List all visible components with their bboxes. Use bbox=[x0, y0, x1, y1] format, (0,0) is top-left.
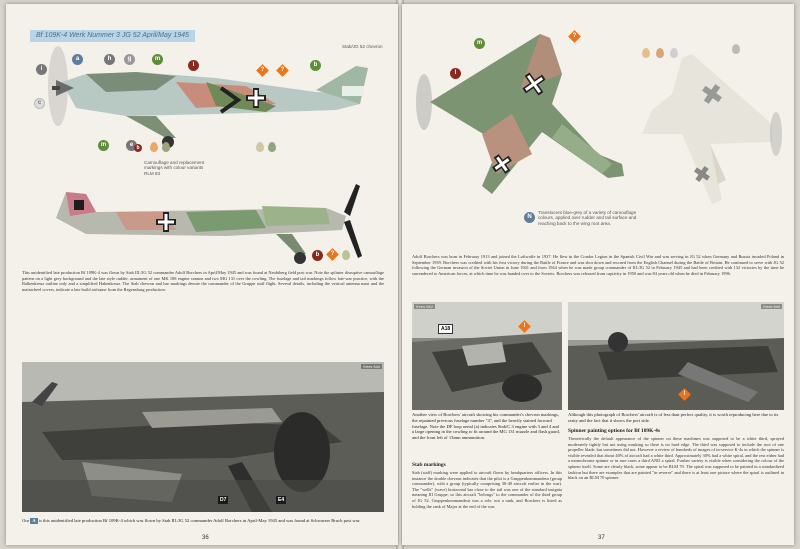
photo-credit: Kees Mol bbox=[763, 304, 780, 309]
stab-markings-body: Stab (staff) marking were applied to aircraft flown by headquarters officers. In this instance the double chevron indicates that the pilot is a Gruppenkommandeur (group commander), with a group (typically comprising 30-40 aircraft earlier in the war). The "wells" (wave) horizontal bar close to the tail was one of the standard insignia meaning III Gruppe, so this aircraft "belongs" to the commander of the third group of JG 52. Gruppenkommandeur was a role, not a rank, and Borchers is listed as holding the rank of Major at the end of the war. bbox=[412, 470, 562, 509]
camouflage-callout: Camouflage and replacement markings with colour variants RLM 83 bbox=[144, 160, 205, 176]
page-number-right: 37 bbox=[598, 535, 605, 541]
page-number-left: 36 bbox=[202, 535, 209, 541]
left-page bbox=[6, 4, 398, 545]
colour-badge: g bbox=[124, 54, 135, 65]
photo-tag: D7 bbox=[220, 497, 227, 503]
warning-marker: ? bbox=[276, 64, 289, 77]
caption-text: is this unidentified late production Bf 109K-4 which was flown by Stab III./JG 52 commander Adolf Borchers in April-May 1945 and was found at Schwarzer Bruch post war. bbox=[38, 518, 361, 523]
colour-badge: b bbox=[310, 60, 321, 71]
colour-drop-icon bbox=[150, 142, 158, 152]
colour-badge: l bbox=[188, 60, 199, 71]
colour-badge: e bbox=[126, 140, 137, 151]
warning-marker: ? bbox=[568, 30, 581, 43]
colour-badge: b bbox=[134, 144, 142, 152]
colour-badge: i bbox=[36, 64, 47, 75]
colour-badge: m bbox=[98, 140, 109, 151]
colour-badge: c bbox=[34, 98, 45, 109]
colour-drop-icon bbox=[670, 48, 678, 58]
cockpit-photo-image bbox=[412, 302, 562, 410]
caption-prefix: Our bbox=[22, 518, 30, 523]
colour-drop-icon bbox=[732, 44, 740, 54]
colour-badge: b bbox=[312, 250, 323, 261]
photo-credit: Kees Mol bbox=[416, 304, 433, 309]
spinner-body: Theoretically the default appearance of the spinner on these machines was supposed to be a white third, sprayed moderately tightly but not using masking so there is no hard edge. The third was supposed to include the root of one propeller blade, but sometimes did not. However a review of hundreds of images of in-service K-4s in which the spinner is visible revealed that about 40% of aircraft had a white third. Approximately 30% had a white spiral, and the rest either had a monochrome spinner or in rare cases a third AND a spiral. Further variety is visible when considering the colour of the spinner itself. Some are clearly black, some appear to be RLM 70. The spiral was supposed to be painted in a standardized fashion but there are examples that are painted "in reverse" and there is at least one picture where the spiral is outlined in black on an RLM 70 spinner. bbox=[568, 436, 784, 481]
warning-marker: ! bbox=[678, 388, 691, 401]
note-badge: N bbox=[524, 212, 535, 223]
warning-marker: ! bbox=[518, 320, 531, 333]
colour-badge: m bbox=[474, 38, 485, 49]
side-note: Translucent blue-grey of a variety of camouflage colours, applied over rudder and tail surface and reaching back to the wing root area. bbox=[538, 210, 637, 226]
colour-badge: h bbox=[104, 54, 115, 65]
profile-title-banner: Bf 109K-4 Werk Nummer 3 JG 52 April/May 1945 bbox=[30, 30, 195, 42]
caption-badge: A bbox=[32, 518, 36, 523]
colour-badge: a bbox=[72, 54, 83, 65]
left-photo-caption bbox=[22, 518, 384, 524]
stab-chevron-callout: Stab/JG 52 chevron bbox=[342, 44, 383, 49]
warning-marker: ? bbox=[256, 64, 269, 77]
colour-drop-icon bbox=[268, 142, 276, 152]
lower-aircraft-profile bbox=[26, 172, 376, 272]
port-side-photo-image bbox=[568, 302, 784, 410]
colour-drop-icon bbox=[342, 250, 350, 260]
wreck-photo-image bbox=[22, 362, 384, 512]
cockpit-photo bbox=[412, 302, 562, 410]
upper-aircraft-profile bbox=[16, 46, 386, 156]
left-body-paragraph: This unidentified late production Bf 109K-4 was flown by Stab III./JG 52 commander Adolf Borchers in April/May 1945 and was found at Neubiberg field post war. Note the splinter disruptive camouflage pattern on a light grey background and the late style rudder, armament of one MK 108 engine cannon and two MG 131 over the cowling. The fuselage and tail markings follow late-war practice, with the Balkenkreuz outline only and a simplified Hakenkreuz. The Stab chevron and bar markings denote the commander of the Gruppe staff flight. Several details, including the vertical antenna mast and the mainwheel covers, indicate a late build airframe from the Regensburg production. bbox=[22, 270, 384, 292]
warning-marker: ? bbox=[326, 248, 339, 261]
left-photo-caption-right-page: Another view of Borchers' aircraft showing his commander's chevron markings, the repainted previous fuselage number "4", and the heavily stained forward fuselage. Note the DF loop aerial (a) indicates Stab/C.3 engine with 3 and 4 and a large opening in the cowling to fit around the MG 131 muzzle and flash guard, and the front left of 13mm ammunition. bbox=[412, 412, 560, 441]
colour-badge: l bbox=[450, 68, 461, 79]
colour-drop-icon bbox=[656, 48, 664, 58]
plan-view-aircraft bbox=[412, 14, 652, 234]
spinner-heading: Spinner painting options for Bf 109K-4s bbox=[568, 428, 660, 434]
photo-credit: Kees Mol bbox=[363, 364, 380, 369]
wreck-photo bbox=[22, 362, 384, 512]
colour-drop-icon bbox=[256, 142, 264, 152]
colour-badge: m bbox=[152, 54, 163, 65]
right-page bbox=[402, 4, 794, 545]
colour-drop-icon bbox=[162, 142, 170, 152]
colour-drop-icon bbox=[642, 48, 650, 58]
right-body-paragraph: Adolf Borchers was born in February 1913 and joined the Luftwaffe in 1937. He flew in the Condor Legion in the Spanish Civil War and was serving in JG 52 when Germany and Russia invaded Poland in September 1939. Borchers was credited with his first victory during the Battle of France and was shot down and rescued from the English Channel during the Battle of Britain. He continued to serve with JG 52 following the German invasion of the Soviet Union in June 1941 and from 1944 when he was made group commander of III./JG 52 in February 1945 and had been credited with 132 victories by the time he surrendered to American forces, at which time he was handed over to the Soviets. Borchers was released from captivity in 1950 and was 84 years old when he died in February 1996. bbox=[412, 254, 784, 276]
port-side-photo bbox=[568, 302, 784, 410]
right-photo-caption: Although this photograph of Borchers' aircraft is of less than perfect quality, it is worth reproducing here due to its rarity and the fact that it shows the port side. bbox=[568, 412, 779, 423]
stab-markings-heading: Stab markings bbox=[412, 462, 446, 468]
photo-tag: A18 bbox=[438, 324, 453, 334]
photo-tag: E4 bbox=[278, 497, 285, 503]
